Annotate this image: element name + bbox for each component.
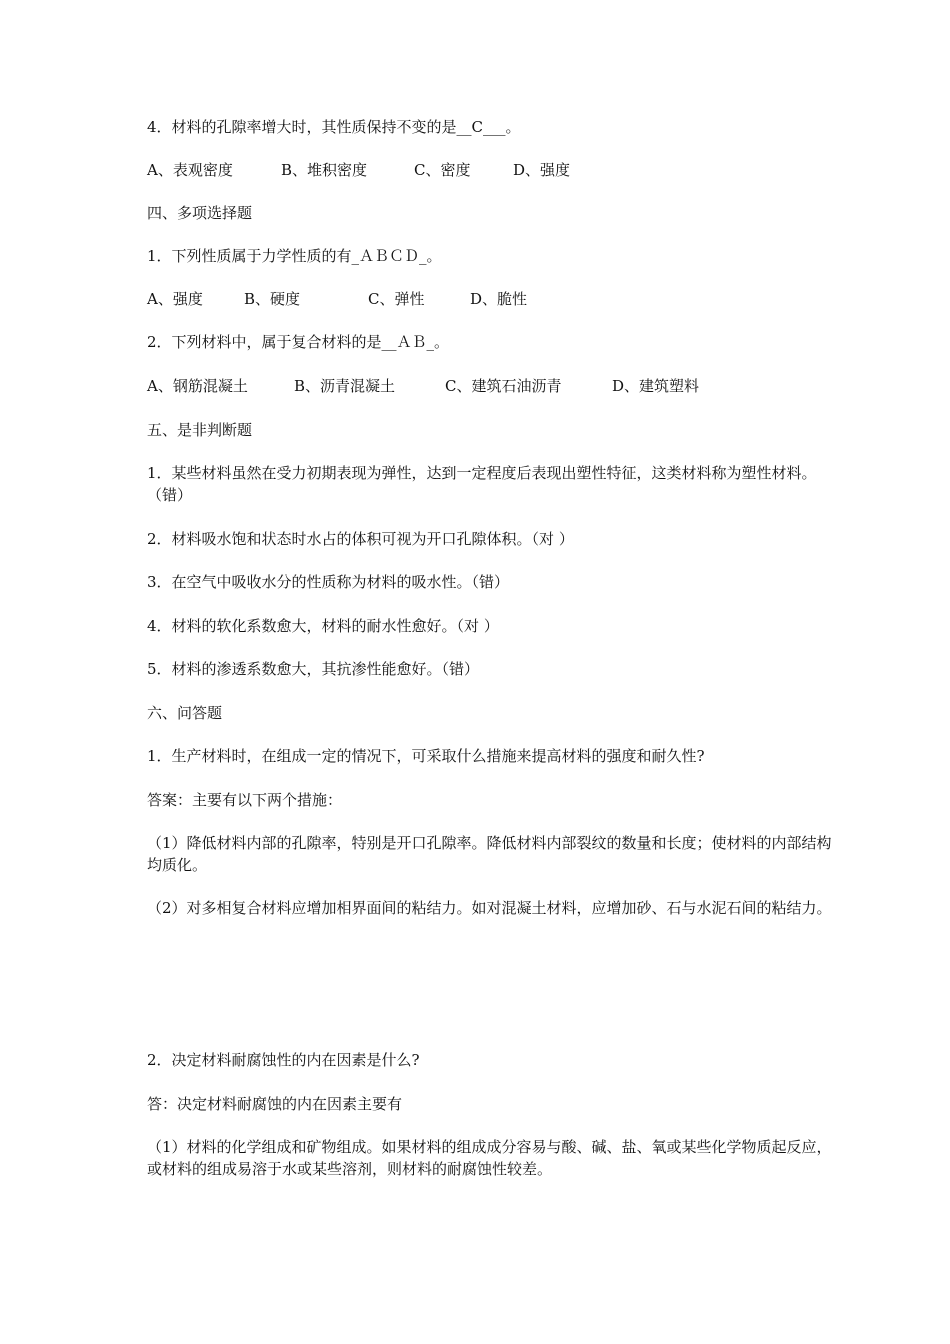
qa-answer-1-point-1: （1）降低材料内部的孔隙率，特别是开口孔隙率。降低材料内部裂纹的数量和长度；使材料的内部结构均质化。 — [147, 834, 832, 874]
mc-question-1: 1．下列性质属于力学性质的有_ＡＢＣＤ_。 — [147, 247, 442, 265]
tf-item-2: 2．材料吸水饱和状态时水占的体积可视为开口孔隙体积。（对 ） — [147, 530, 574, 548]
section-title-true-false: 五、是非判断题 — [147, 421, 253, 439]
question-4-options — [147, 159, 837, 181]
mc-question-2-options — [147, 375, 837, 397]
tf-item-1: 1．某些材料虽然在受力初期表现为弹性，达到一定程度后表现出塑性特征，这类材料称为塑性材料。（错） — [147, 464, 817, 504]
option-b: B、堆积密度 — [281, 161, 368, 179]
question-4: 4．材料的孔隙率增大时，其性质保持不变的是__C___。 — [147, 118, 521, 136]
mc-question-1-options — [147, 288, 837, 310]
section-title-multiple-choice: 四、多项选择题 — [147, 204, 253, 222]
option-d: D、强度 — [513, 161, 571, 179]
option-c: C、弹性 — [368, 290, 425, 308]
section-title-qa: 六、问答题 — [147, 704, 223, 722]
mc-question-2: 2．下列材料中，属于复合材料的是__ＡＢ_。 — [147, 333, 450, 351]
qa-question-1: 1．生产材料时，在组成一定的情况下，可采取什么措施来提高材料的强度和耐久性? — [147, 747, 705, 765]
option-a: A、强度 — [147, 290, 203, 308]
qa-answer-1: 答案：主要有以下两个措施： — [147, 791, 343, 809]
qa-answer-2: 答：决定材料耐腐蚀的内在因素主要有 — [147, 1095, 403, 1113]
tf-item-5: 5．材料的渗透系数愈大，其抗渗性能愈好。（错） — [147, 660, 480, 678]
option-b: B、沥青混凝土 — [294, 377, 396, 395]
option-a: A、钢筋混凝土 — [147, 377, 248, 395]
option-c: C、密度 — [414, 161, 471, 179]
tf-item-3: 3．在空气中吸收水分的性质称为材料的吸水性。（错） — [147, 573, 510, 591]
qa-answer-1-point-2: （2）对多相复合材料应增加相界面间的粘结力。如对混凝土材料，应增加砂、石与水泥石间的粘结力。 — [147, 899, 832, 917]
tf-item-4: 4．材料的软化系数愈大，材料的耐水性愈好。（对 ） — [147, 617, 499, 635]
option-d: D、脆性 — [470, 290, 528, 308]
option-a: A、表观密度 — [147, 161, 233, 179]
option-d: D、建筑塑料 — [612, 377, 700, 395]
qa-answer-2-point-1: （1）材料的化学组成和矿物组成。如果材料的组成成分容易与酸、碱、盐、氧或某些化学物质起反应，或材料的组成易溶于水或某些溶剂，则材料的耐腐蚀性较差。 — [147, 1138, 832, 1178]
option-b: B、硬度 — [244, 290, 301, 308]
qa-question-2: 2．决定材料耐腐蚀性的内在因素是什么? — [147, 1051, 420, 1069]
option-c: C、建筑石油沥青 — [445, 377, 562, 395]
